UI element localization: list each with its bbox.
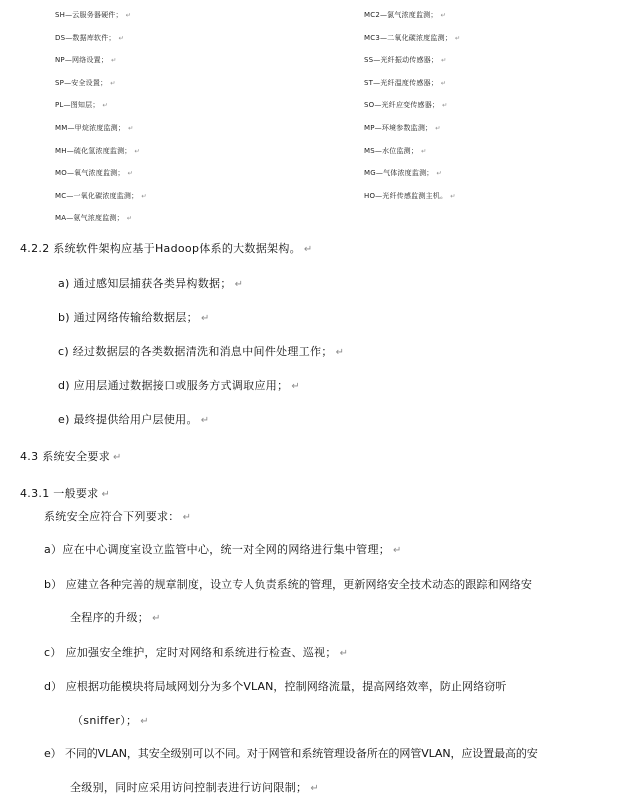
- list-item: d) 应用层通过数据接口或服务方式调取应用； ↵: [58, 379, 300, 392]
- abbreviation-item: HO—光纤传感监测主机。 ↵: [364, 192, 456, 200]
- list-item: c) 经过数据层的各类数据清洗和消息中间件处理工作； ↵: [58, 345, 345, 358]
- list-item-a: a）应在中心调度室设立监管中心，统一对全网的网络进行集中管理； ↵: [44, 543, 402, 556]
- list-item-b-line-2: 全程序的升级； ↵: [70, 611, 161, 624]
- abbreviation-item: MG—气体浓度监测； ↵: [364, 169, 442, 177]
- list-item: b) 通过网络传输给数据层； ↵: [58, 311, 210, 324]
- section-4-3-heading: 4.3 系统安全要求 ↵: [20, 450, 122, 463]
- list-item-d-line-2: （sniffer）； ↵: [72, 714, 149, 727]
- list-item: a) 通过感知层捕获各类异构数据； ↵: [58, 277, 244, 290]
- list-item-e-line-1: e） 不同的VLAN，其安全级别可以不同。对于网管和系统管理设备所在的网管VLAN，应设置最高的安: [44, 747, 538, 760]
- abbreviation-item: SP—安全设置； ↵: [55, 79, 116, 87]
- abbreviation-item: MC2—氯气浓度监测； ↵: [364, 11, 447, 19]
- abbreviation-item: ST—光纤温度传感器； ↵: [364, 79, 447, 87]
- abbreviation-item: SO—光纤应变传感器； ↵: [364, 101, 448, 109]
- abbreviation-item: MM—甲烷浓度监测； ↵: [55, 124, 134, 132]
- abbreviation-item: MA—氨气浓度监测； ↵: [55, 214, 133, 222]
- abbreviation-item: SS—光纤振动传感器； ↵: [364, 56, 447, 64]
- section-4-3-1-heading: 4.3.1 一般要求 ↵: [20, 487, 111, 500]
- abbreviation-item: SH—云服务器硬件； ↵: [55, 11, 132, 19]
- abbreviation-item: MC3—二氧化碳浓度监测； ↵: [364, 34, 461, 42]
- section-4-3-1-intro: 系统安全应符合下列要求： ↵: [44, 510, 192, 523]
- abbreviation-item: MO—氧气浓度监测； ↵: [55, 169, 134, 177]
- abbreviation-item: NP—网络设置； ↵: [55, 56, 117, 64]
- abbreviation-item: DS—数据库软件； ↵: [55, 34, 125, 42]
- list-item-d-line-1: d） 应根据功能模块将局域网划分为多个VLAN，控制网络流量，提高网络效率，防止网络窃听: [44, 680, 507, 693]
- abbreviation-item: MS—水位监测； ↵: [364, 147, 427, 155]
- list-item: e) 最终提供给用户层使用。 ↵: [58, 413, 210, 426]
- abbreviation-item: MH—硫化氢浓度监测； ↵: [55, 147, 140, 155]
- list-item-b-line-1: b） 应建立各种完善的规章制度，设立专人负责系统的管理，更新网络安全技术动态的跟踪和网络安: [44, 578, 532, 591]
- list-item-c: c） 应加强安全维护，定时对网络和系统进行检查、巡视； ↵: [44, 646, 349, 659]
- list-item-e-line-2: 全级别，同时应采用访问控制表进行访问限制； ↵: [70, 781, 319, 794]
- abbreviation-item: MP—环境参数监测； ↵: [364, 124, 441, 132]
- abbreviation-item: PL—图知层； ↵: [55, 101, 109, 109]
- abbreviation-item: MC—一氧化碳浓度监测； ↵: [55, 192, 147, 200]
- section-4-2-2-heading: 4.2.2 系统软件架构应基于Hadoop体系的大数据架构。 ↵: [20, 242, 313, 255]
